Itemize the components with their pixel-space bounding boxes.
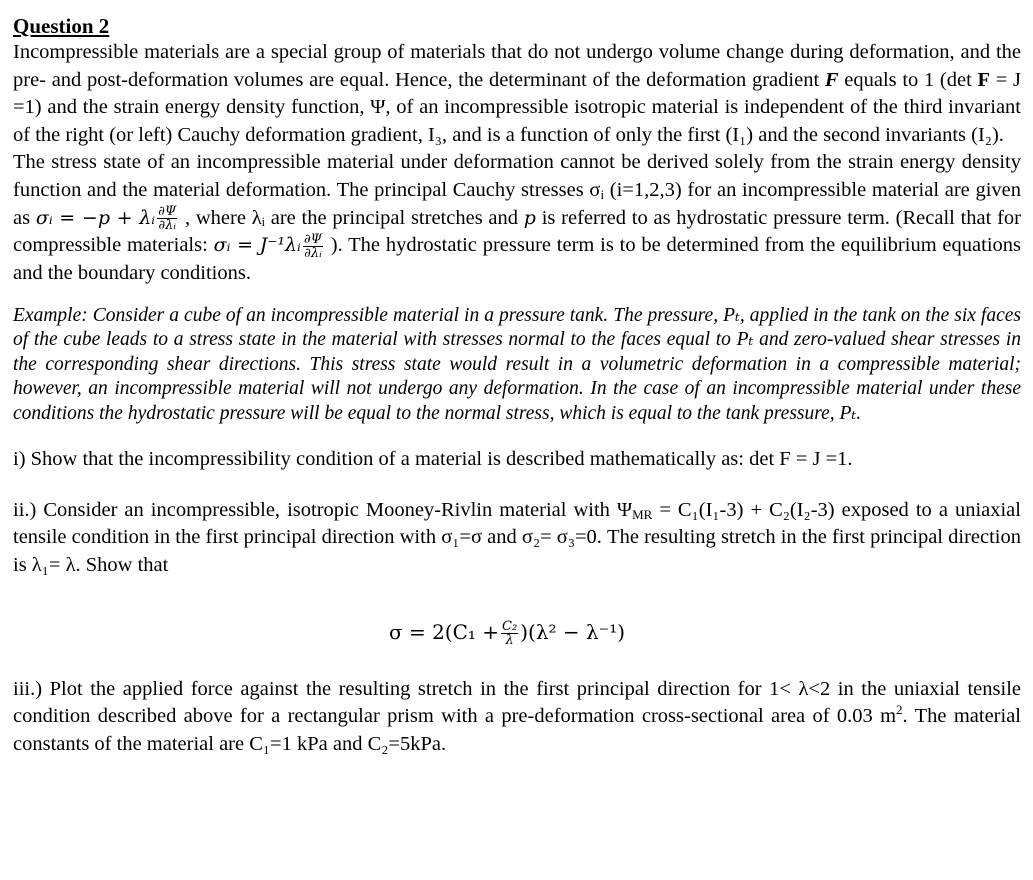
- stress-subscript: i: [600, 186, 605, 202]
- stress-text-4: is referred to as hydrostatic pressure term. (Recall that for compressible materials:: [13, 206, 1022, 257]
- stress-text-1: The stress state of an incompressible material under deformation cannot be derived solely from the strain energy density function and the material deformation. The principal Cauchy stresses σ: [13, 151, 1021, 201]
- question-part-i: [13, 446, 1021, 474]
- part-ii-text-1: ii.) Consider an incompressible, isotropic Mooney-Rivlin material with Ψ: [13, 498, 633, 521]
- intro-text-2: equals to 1 (det: [838, 68, 978, 91]
- stress-text-2: (i=1,2,3) for an incompressible material are given as: [13, 178, 1022, 229]
- fraction-denominator-2: ∂λᵢ: [304, 246, 322, 262]
- fraction-denominator: ∂λᵢ: [158, 218, 176, 234]
- equation-fraction-denominator: λ: [505, 632, 514, 648]
- fraction-numerator-2: ∂Ψ: [303, 232, 322, 248]
- intro-text-1: Incompressible materials are a special group of materials that do not undergo volume change during deformation, and the pre- and post-deformation volumes are equal. Hence, the determinant of the deformation gradient: [13, 41, 1021, 91]
- equation-lhs: σ = 2(C₁ +: [388, 619, 500, 644]
- area-exponent: 2: [896, 702, 903, 718]
- fraction-numerator: ∂Ψ: [158, 204, 177, 220]
- question-part-iii: [13, 676, 1021, 759]
- stress-stretch-equation: [0, 612, 1021, 652]
- question-heading: Question 2: [13, 14, 110, 38]
- partial-derivative-fraction-2: [303, 233, 323, 260]
- stress-paragraph: [13, 149, 1021, 287]
- part-iii-text-2: . The material constants of the material are C₁=1 kPa and C₂=5kPa.: [13, 705, 1021, 755]
- intro-paragraph: [13, 39, 1021, 149]
- compressible-stress-equation: σᵢ = J⁻¹λᵢ: [213, 234, 301, 257]
- stress-text-5: ). The hydrostatic pressure term is to be determined from the equilibrium equations and the boundary conditions.: [13, 234, 1022, 285]
- stress-text-3: , where λᵢ are the principal stretches and: [179, 206, 524, 229]
- mooney-rivlin-subscript: MR: [632, 506, 653, 522]
- question-part-ii: [13, 497, 1021, 580]
- equation-fraction-numerator: C₂: [502, 618, 518, 634]
- equation-fraction: [501, 620, 518, 647]
- deformation-gradient-symbol: F: [824, 68, 839, 91]
- pressure-variable: p: [523, 206, 536, 229]
- partial-derivative-fraction: [157, 205, 177, 232]
- deformation-gradient-symbol-2: F: [977, 68, 991, 91]
- equation-rhs: )(λ² − λ⁻¹): [520, 619, 626, 644]
- part-i-text-2: = J =1.: [790, 448, 853, 471]
- part-i-text-1: i) Show that the incompressibility condition of a material is described mathematically as: det: [13, 448, 780, 471]
- part-iii-text-1: iii.) Plot the applied force against the resulting stretch in the first principal direction for 1< λ<2 in the uniaxial tensile condition described above for a rectangular prism with a pre-deformation cross-sectional area of 0.03 m: [13, 677, 1021, 728]
- part-ii-text-2: = C₁(I₁-3) + C₂(I₂-3) exposed to a uniaxial tensile condition in the first principal direction with σ₁=σ and σ₂= σ₃=0. The resulting stretch in the first principal direction is λ₁= λ. Show that: [13, 498, 1021, 577]
- example-paragraph: Example: Consider a cube of an incompressible material in a pressure tank. The pressure, Pₜ, applied in the tank on the six faces of the cube leads to a stress state in the material with stresses normal to the faces equal to Pₜ and zero-valued shear stresses in the corresponding shear directions. This stress state would result in a volumetric deformation in a compressible material; however, an incompressible material will not undergo any deformation. In the case of an incompressible material under these conditions the hydrostatic pressure will be equal to the normal stress, which is equal to the tank pressure, Pₜ.: [13, 304, 1021, 424]
- intro-text-3: = J =1) and the strain energy density function, Ψ, of an incompressible isotropic material is independent of the third invariant of the right (or left) Cauchy deformation gradient, I₃, and is a function of only the first (I₁) and the second invariants (I₂).: [13, 68, 1021, 146]
- incompressible-stress-equation: σᵢ = −p + λᵢ: [35, 206, 156, 229]
- part-i-F-symbol: F: [779, 448, 791, 471]
